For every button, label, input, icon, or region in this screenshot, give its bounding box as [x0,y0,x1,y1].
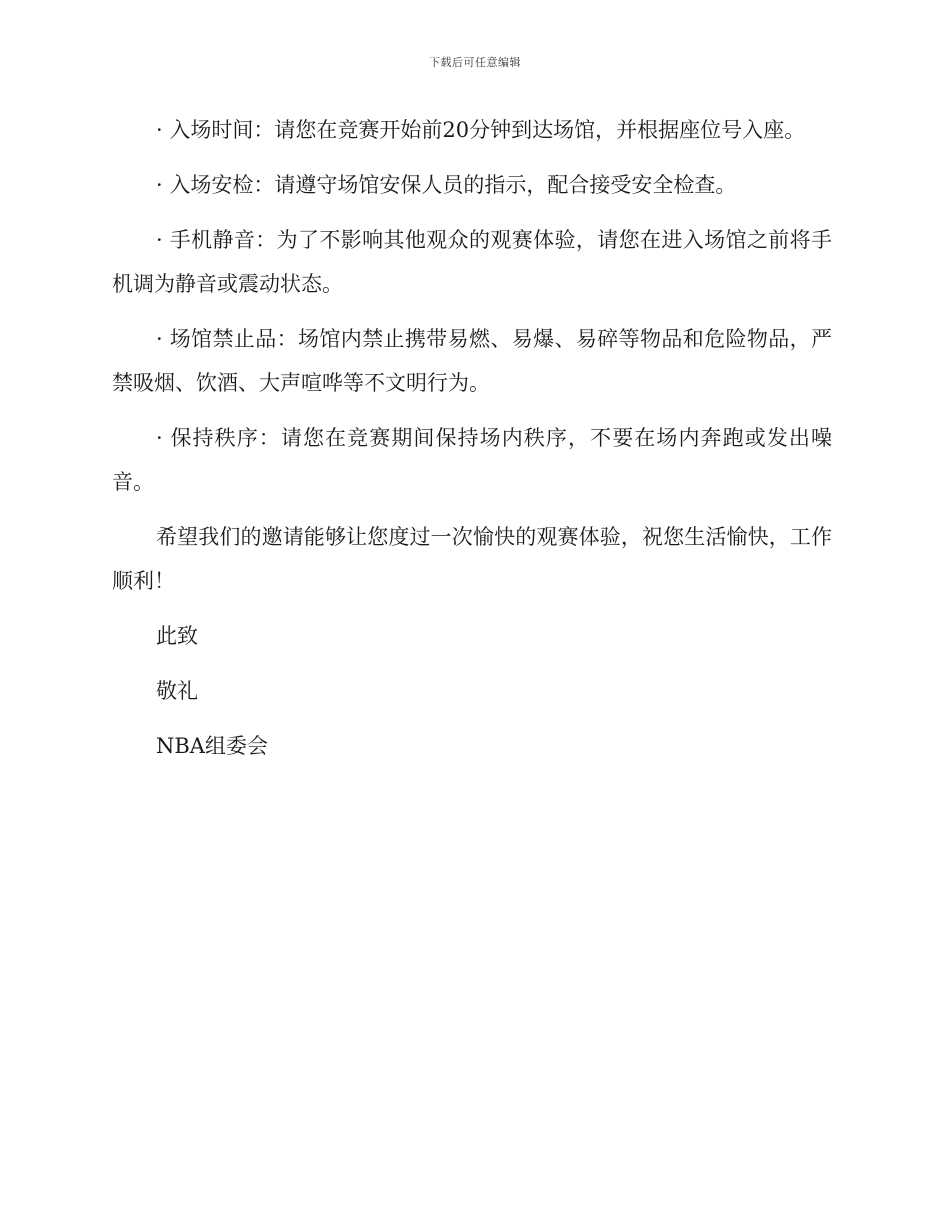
notice-keep-order: · 保持秩序：请您在竞赛期间保持场内秩序，不要在场内奔跑或发出噪音。 [112,426,832,494]
page-header: 下载后可任意编辑 [429,56,521,69]
notice-phone-silent: · 手机静音：为了不影响其他观众的观赛体验，请您在进入场馆之前将手机调为静音或震动状态。 [112,228,832,296]
notice-prohibited-items: · 场馆禁止品：场馆内禁止携带易燃、易爆、易碎等物品和危险物品，严禁吸烟、饮酒、大声喧哗等不文明行为。 [112,327,832,395]
notice-entry-time: · 入场时间：请您在竞赛开始前20分钟到达场馆，并根据座位号入座。 [156,118,806,142]
closing-paragraph: 希望我们的邀请能够让您度过一次愉快的观赛体验，祝您生活愉快，工作顺利！ [112,525,832,593]
salutation-line-2: 敬礼 [156,679,198,703]
notice-security-check: · 入场安检：请遵守场馆安保人员的指示，配合接受安全检查。 [156,173,737,197]
signature: NBA组委会 [156,734,268,758]
letter-body [112,108,832,779]
salutation-line-1: 此致 [156,624,198,648]
